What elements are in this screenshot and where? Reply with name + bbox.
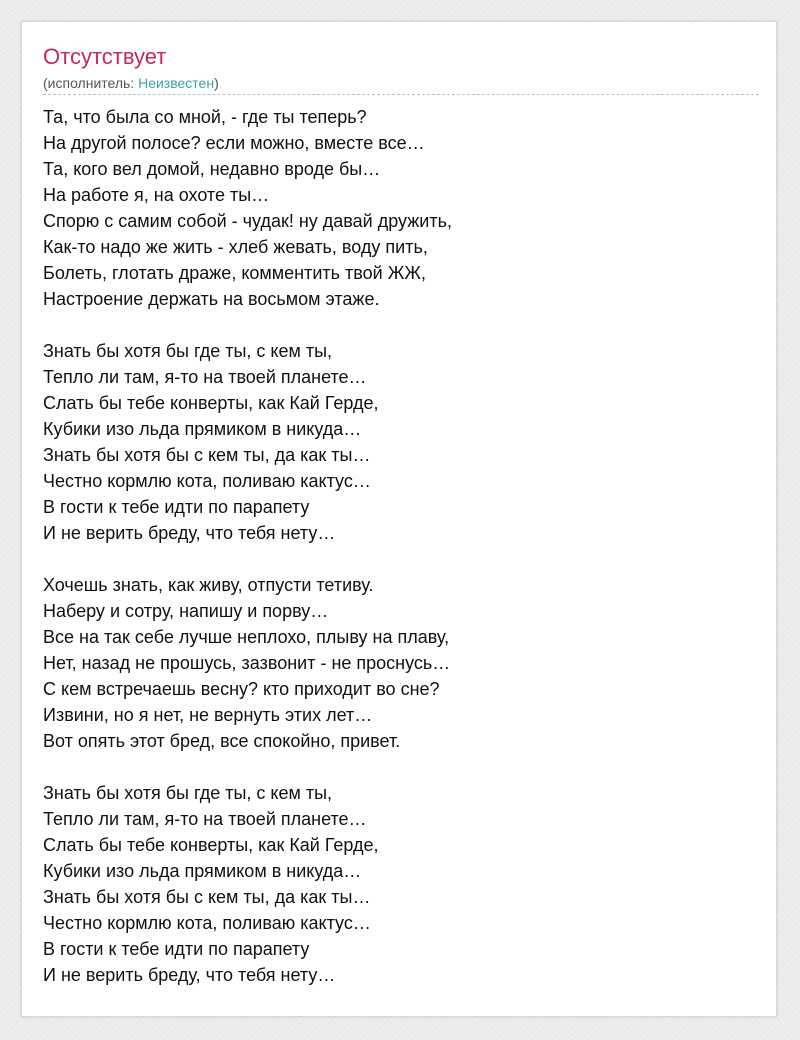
lyric-line: Тепло ли там, я-то на твоей планете… [43,809,367,829]
lyric-line: Кубики изо льда прямиком в никуда… [43,419,362,439]
lyrics-card [21,21,777,1017]
lyric-line: Слать бы тебе конверты, как Кай Герде, [43,835,379,855]
lyric-line: В гости к тебе идти по парапету [43,497,310,517]
lyric-line: И не верить бреду, что тебя нету… [43,523,336,543]
lyric-line: Как-то надо же жить - хлеб жевать, воду пить, [43,237,428,257]
lyric-line: Знать бы хотя бы где ты, с кем ты, [43,341,333,361]
lyric-line: Слать бы тебе конверты, как Кай Герде, [43,393,379,413]
lyric-line: В гости к тебе идти по парапету [43,939,310,959]
lyric-line: Хочешь знать, как живу, отпусти тетиву. [43,575,374,595]
lyrics-stanza [43,572,759,754]
lyric-line: Кубики изо льда прямиком в никуда… [43,861,362,881]
artist-link[interactable]: Неизвестен [138,75,215,91]
lyric-line: С кем встречаешь весну? кто приходит во сне? [43,679,440,699]
lyric-line: Извини, но я нет, не вернуть этих лет… [43,705,373,725]
lyric-line: Та, кого вел домой, недавно вроде бы… [43,159,381,179]
lyric-line: Честно кормлю кота, поливаю кактус… [43,471,371,491]
lyric-line: Все на так себе лучше неплохо, плыву на плаву, [43,627,450,647]
artist-prefix: (исполнитель: [43,75,139,91]
lyric-line: Настроение держать на восьмом этаже. [43,289,380,309]
lyric-line: Наберу и сотру, напишу и порву… [43,601,329,621]
artist-line [43,74,219,92]
lyric-line: На работе я, на охоте ты… [43,185,270,205]
lyric-line: Спорю с самим собой - чудак! ну давай дружить, [43,211,452,231]
lyric-line: Болеть, глотать драже, комментить твой ЖЖ, [43,263,426,283]
lyric-line: Знать бы хотя бы где ты, с кем ты, [43,783,333,803]
lyric-line: Знать бы хотя бы с кем ты, да как ты… [43,445,371,465]
lyric-line: Знать бы хотя бы с кем ты, да как ты… [43,887,371,907]
title-divider [43,94,759,95]
lyric-line: Вот опять этот бред, все спокойно, привет. [43,731,401,751]
song-title: Отсутствует [43,44,167,69]
lyrics-stanza [43,338,759,546]
lyrics-stanza [43,104,759,312]
lyric-line: Нет, назад не прошусь, зазвонит - не проснусь… [43,653,451,673]
lyric-line: Тепло ли там, я-то на твоей планете… [43,367,367,387]
lyrics-stanza [43,780,759,988]
lyric-line: Честно кормлю кота, поливаю кактус… [43,913,371,933]
artist-suffix: ) [214,75,219,91]
lyrics-body [43,104,759,988]
lyric-line: Та, что была со мной, - где ты теперь? [43,107,367,127]
lyric-line: И не верить бреду, что тебя нету… [43,965,336,985]
lyric-line: На другой полосе? если можно, вместе все… [43,133,425,153]
